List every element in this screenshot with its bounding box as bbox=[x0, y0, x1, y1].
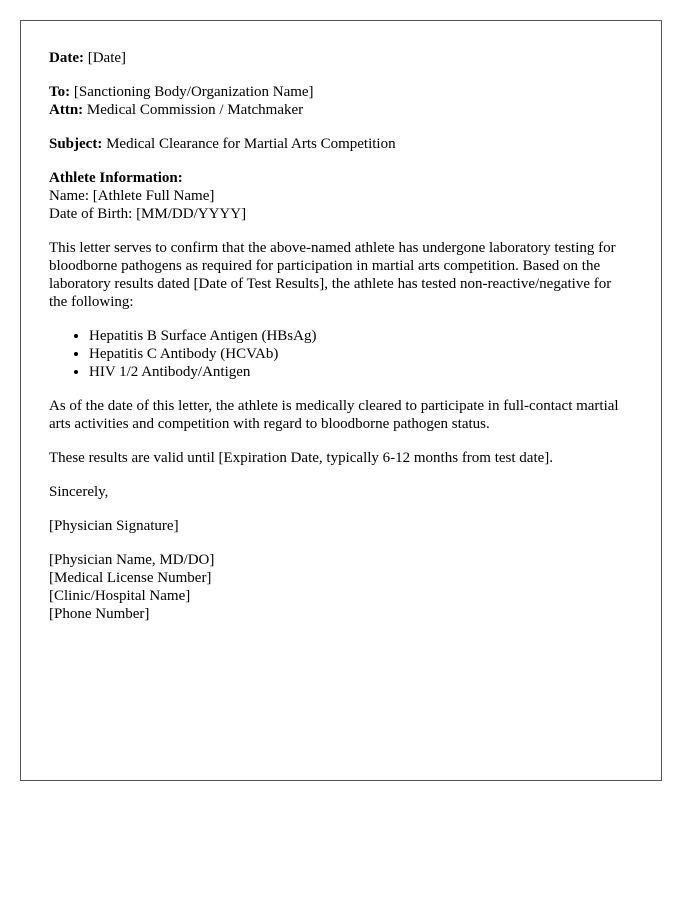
closing: Sincerely, bbox=[49, 484, 109, 500]
subject-line bbox=[49, 135, 633, 153]
validity-paragraph: These results are valid until [Expiration Date, typically 6-12 months from test date]. bbox=[49, 450, 554, 466]
athlete-info-block bbox=[49, 169, 633, 223]
list-item: • HIV 1/2 Antibody/Antigen bbox=[89, 363, 633, 381]
phone-number: [Phone Number] bbox=[49, 606, 150, 622]
recipient-block bbox=[49, 83, 633, 119]
attn-label: Attn: bbox=[49, 102, 84, 118]
subject-label: Subject: bbox=[49, 136, 103, 152]
list-item: • Hepatitis B Surface Antigen (HBsAg) bbox=[89, 327, 633, 345]
physician-name: [Physician Name, MD/DO] bbox=[49, 552, 215, 568]
clearance-letter bbox=[20, 20, 662, 781]
attn-line bbox=[49, 101, 633, 119]
physician-details bbox=[49, 551, 633, 623]
date-label: Date: bbox=[49, 50, 84, 66]
test-list bbox=[49, 327, 633, 381]
to-value: [Sanctioning Body/Organization Name] bbox=[73, 84, 314, 100]
athlete-name: Name: [Athlete Full Name] bbox=[49, 188, 215, 204]
subject-value: Medical Clearance for Martial Arts Competition bbox=[106, 136, 396, 152]
list-item: • Hepatitis C Antibody (HCVAb) bbox=[89, 345, 633, 363]
to-line bbox=[49, 83, 633, 101]
medical-license: [Medical License Number] bbox=[49, 570, 212, 586]
clinic-name: [Clinic/Hospital Name] bbox=[49, 588, 191, 604]
to-label: To: bbox=[49, 84, 71, 100]
physician-signature: [Physician Signature] bbox=[49, 518, 179, 534]
testing-paragraph: This letter serves to confirm that the above-named athlete has undergone laboratory testing for bloodborne pathogens as required for participation in martial arts competition. Based on the laboratory results dated [Date of Test Results], the athlete has tested non-reactive/negative for the following: bbox=[49, 240, 616, 310]
clearance-paragraph: As of the date of this letter, the athlete is medically cleared to participate in full-contact martial arts activities and competition with regard to bloodborne pathogen status. bbox=[49, 398, 619, 432]
attn-value: Medical Commission / Matchmaker bbox=[86, 102, 304, 118]
date-value: [Date] bbox=[87, 50, 127, 66]
athlete-dob: Date of Birth: [MM/DD/YYYY] bbox=[49, 206, 247, 222]
date-line bbox=[49, 49, 633, 67]
athlete-info-heading: Athlete Information: bbox=[49, 170, 183, 186]
